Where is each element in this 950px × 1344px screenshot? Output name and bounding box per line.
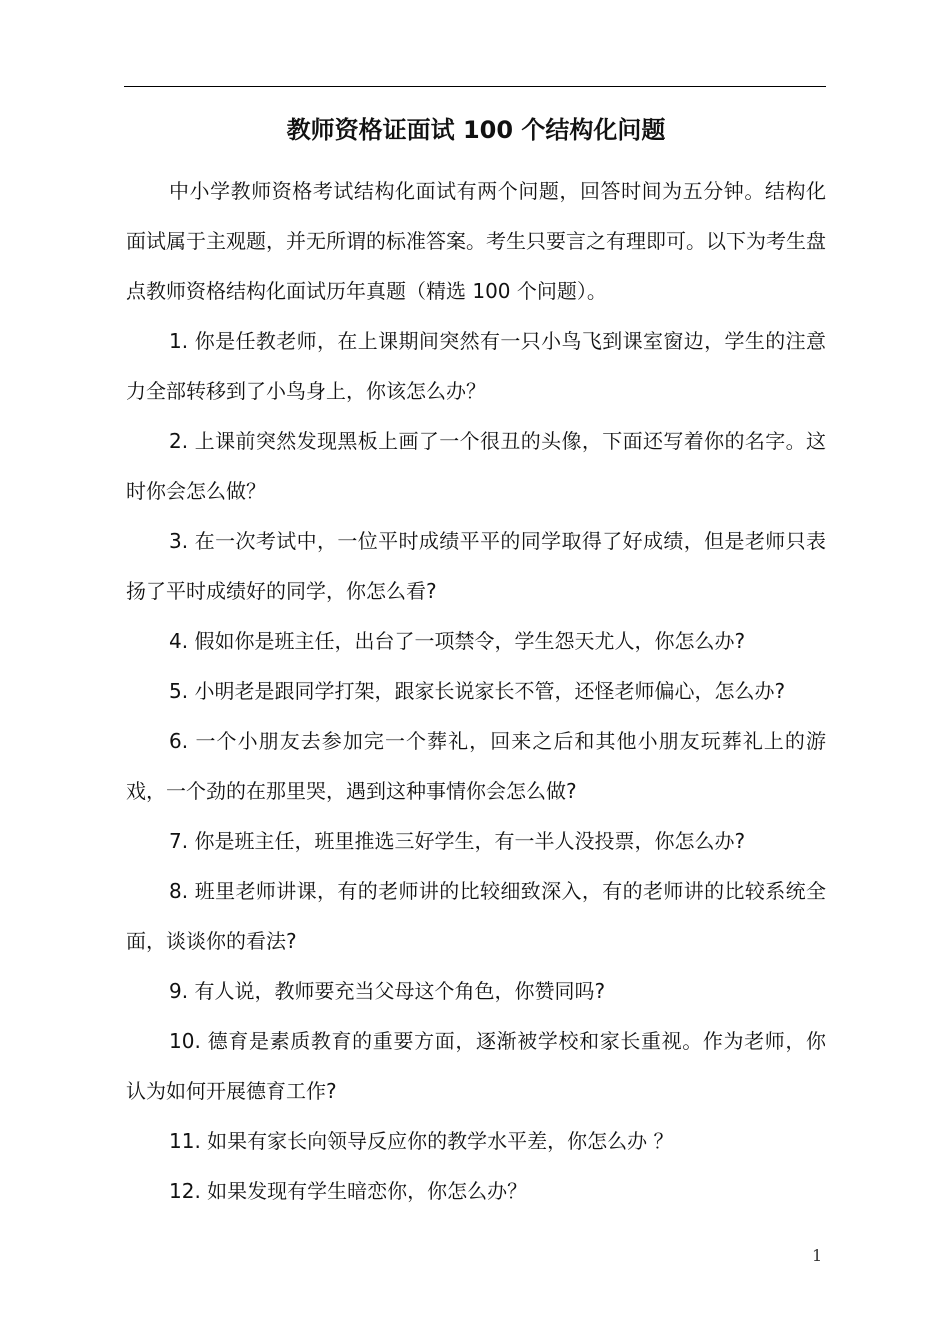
question-item: 3. 在一次考试中，一位平时成绩平平的同学取得了好成绩，但是老师只表扬了平时成绩好的同学，你怎么看? bbox=[126, 529, 826, 603]
intro-paragraph: 中小学教师资格考试结构化面试有两个问题，回答时间为五分钟。结构化面试属于主观题，并无所谓的标准答案。考生只要言之有理即可。以下为考生盘点教师资格结构化面试历年真题（精选 100 个问题）。 bbox=[126, 179, 826, 303]
question-item: 4. 假如你是班主任，出台了一项禁令，学生怨天尤人，你怎么办? bbox=[169, 629, 746, 653]
question-item: 11. 如果有家长向领导反应你的教学水平差，你怎么办 ？ bbox=[169, 1129, 674, 1153]
question-item: 1. 你是任教老师，在上课期间突然有一只小鸟飞到课室窗边，学生的注意力全部转移到了小鸟身上，你该怎么办？ bbox=[126, 329, 826, 403]
question-item: 7. 你是班主任，班里推选三好学生，有一半人没投票，你怎么办? bbox=[169, 829, 746, 853]
question-item: 8. 班里老师讲课，有的老师讲的比较细致深入，有的老师讲的比较系统全面，谈谈你的看法? bbox=[126, 879, 826, 953]
question-item: 5. 小明老是跟同学打架，跟家长说家长不管，还怪老师偏心，怎么办? bbox=[169, 679, 786, 703]
question-item: 9. 有人说，教师要充当父母这个角色，你赞同吗? bbox=[169, 979, 606, 1003]
page-number: 1 bbox=[812, 1246, 823, 1265]
header-rule bbox=[124, 86, 826, 87]
question-item: 2. 上课前突然发现黑板上画了一个很丑的头像，下面还写着你的名字。这时你会怎么做？ bbox=[126, 429, 826, 503]
question-item: 12. 如果发现有学生暗恋你，你怎么办？ bbox=[169, 1179, 528, 1203]
question-item: 6. 一个小朋友去参加完一个葬礼，回来之后和其他小朋友玩葬礼上的游戏，一个劲的在那里哭，遇到这种事情你会怎么做? bbox=[126, 729, 826, 803]
question-item: 10. 德育是素质教育的重要方面，逐渐被学校和家长重视。作为老师，你认为如何开展德育工作? bbox=[126, 1029, 826, 1103]
document-title: 教师资格证面试 100 个结构化问题 bbox=[286, 116, 666, 144]
document-body bbox=[126, 110, 826, 1216]
question-list bbox=[126, 316, 826, 1216]
